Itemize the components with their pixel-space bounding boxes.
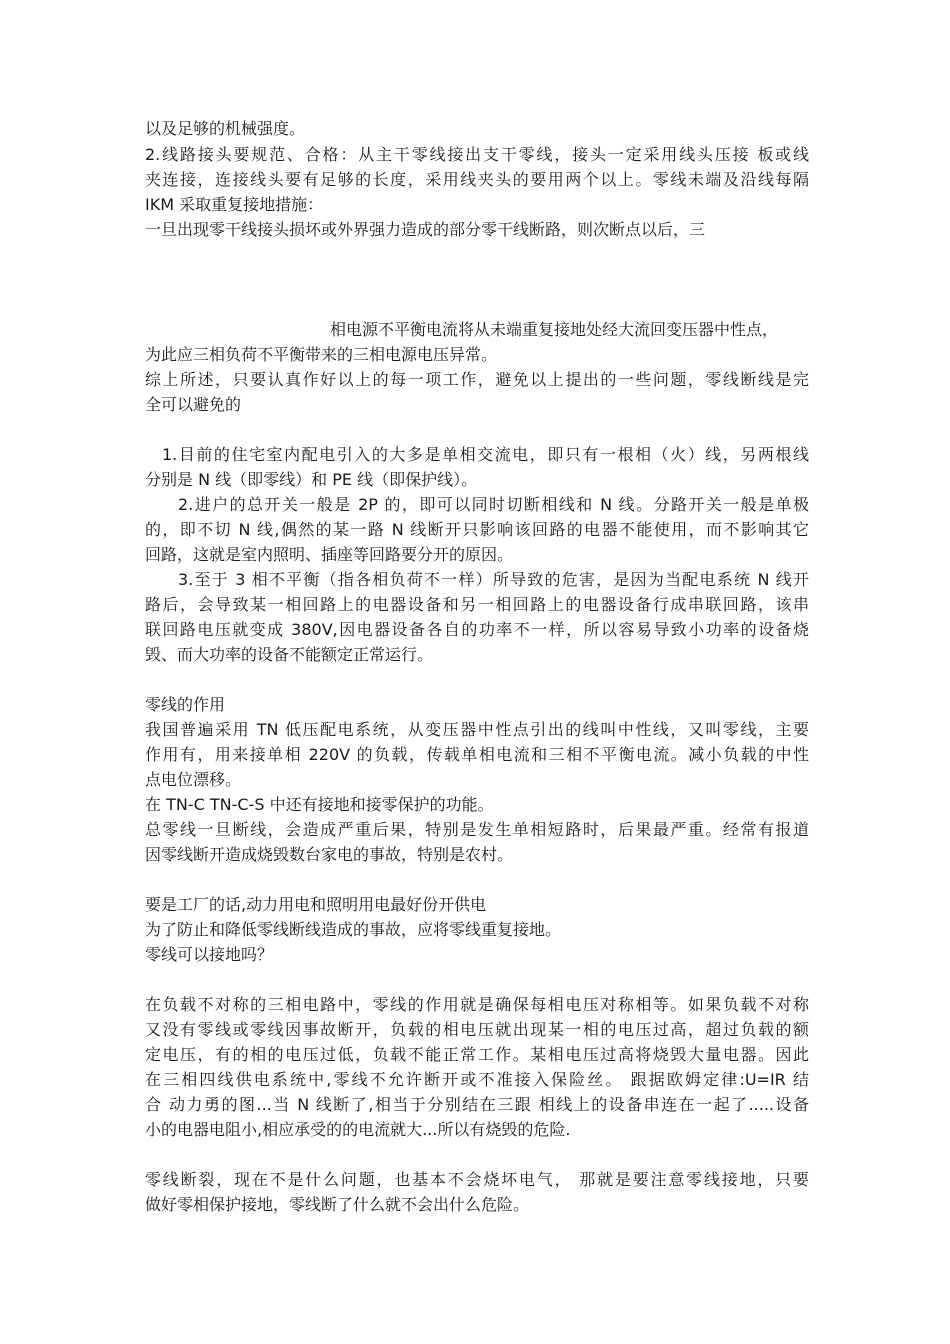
text-line: 联回路电压就变成 380V,因电器设备各自的功率不一样，所以容易导致小功率的设备烧 bbox=[145, 620, 809, 639]
text-line: 合 动力勇的图...当 N 线断了,相当于分别结在三跟 相线上的设备串连在一起了.....设备 bbox=[145, 1095, 809, 1114]
text-line: 点电位漂移。 bbox=[145, 770, 242, 789]
text-line: 分别是 N 线（即零线）和 PE 线（即保护线）。 bbox=[145, 470, 478, 489]
text-line: 的，即不切 N 线,偶然的某一路 N 线断开只影响该回路的电器不能使用，而不影响其它 bbox=[145, 520, 809, 539]
text-line: 2.进户的总开关一般是 2P 的，即可以同时切断相线和 N 线。分路开关一般是单极 bbox=[178, 495, 809, 514]
text-line: 又没有零线或零线因事故断开，负载的相电压就出现某一相的电压过高，超过负载的额 bbox=[145, 1020, 809, 1039]
text-line: 因零线断开造成烧毁数台家电的事故，特别是农村。 bbox=[145, 845, 514, 864]
text-line: 2.线路接头要规范、合格：从主干零线接出支干零线，接头一定采用线头压接 板或线 bbox=[145, 145, 809, 164]
text-line: 全可以避免的 bbox=[145, 395, 242, 414]
text-line: 为此应三相负荷不平衡带来的三相电源电压异常。 bbox=[145, 345, 498, 364]
text-line: 做好零相保护接地，零线断了什么就不会出什么危险。 bbox=[145, 1195, 530, 1214]
text-line: 总零线一旦断线，会造成严重后果，特别是发生单相短路时，后果最严重。经常有报道 bbox=[145, 820, 809, 839]
text-line: 零线断裂，现在不是什么问题，也基本不会烧坏电气， 那就是要注意零线接地，只要 bbox=[145, 1170, 809, 1189]
text-line: 要是工厂的话,动力用电和照明用电最好份开供电 bbox=[145, 895, 487, 914]
text-line: 回路，这就是室内照明、插座等回路要分开的原因。 bbox=[145, 545, 514, 564]
text-line: 为了防止和降低零线断线造成的事故，应将零线重复接地。 bbox=[145, 920, 562, 939]
text-line: 1.目前的住宅室内配电引入的大多是单相交流电，即只有一根相（火）线，另两根线 bbox=[162, 445, 809, 464]
text-line: 路后，会导致某一相回路上的电器设备和另一相回路上的电器设备行成串联回路，该串 bbox=[145, 595, 809, 614]
section-heading: 零线的作用 bbox=[145, 695, 226, 714]
text-line: 综上所述，只要认真作好以上的每一项工作，避免以上提出的一些问题，零线断线是完 bbox=[145, 370, 809, 389]
text-line: 以及足够的机械强度。 bbox=[145, 119, 306, 138]
text-line: 我国普遍采用 TN 低压配电系统，从变压器中性点引出的线叫中性线，又叫零线，主要 bbox=[145, 720, 809, 739]
text-line: 小的电器电阻小,相应承受的的电流就大...所以有烧毁的危险. bbox=[145, 1120, 571, 1139]
text-line: 毁、而大功率的设备不能额定正常运行。 bbox=[145, 645, 434, 664]
text-line: 在三相四线供电系统中,零线不允许断开或不准接入保险丝。 跟据欧姆定律:U=IR 结 bbox=[145, 1070, 809, 1089]
text-line: 3.至于 3 相不平衡（指各相负荷不一样）所导致的危害，是因为当配电系统 N 线开 bbox=[178, 570, 809, 589]
text-line: 一旦出现零干线接头损坏或外界强力造成的部分零干线断路，则次断点以后，三 bbox=[145, 220, 706, 239]
text-line: IKM 采取重复接地措施： bbox=[145, 195, 324, 214]
text-line: 夹连接，连接线头要有足够的长度，采用线夹头的要用两个以上。零线未端及沿线每隔 bbox=[145, 170, 809, 189]
text-line: 在负载不对称的三相电路中，零线的作用就是确保每相电压对称相等。如果负载不对称 bbox=[145, 995, 809, 1014]
text-line: 零线可以接地吗？ bbox=[145, 945, 274, 964]
text-line: 在 TN-C TN-C-S 中还有接地和接零保护的功能。 bbox=[145, 795, 494, 814]
text-line: 定电压，有的相的电压过低，负载不能正常工作。某相电压过高将烧毁大量电器。因此 bbox=[145, 1045, 809, 1064]
text-line: 作用有，用来接单相 220V 的负载，传载单相电流和三相不平衡电流。减小负载的中性 bbox=[145, 745, 809, 764]
text-line: 相电源不平衡电流将从未端重复接地处经大流回变压器中性点， bbox=[330, 320, 779, 339]
